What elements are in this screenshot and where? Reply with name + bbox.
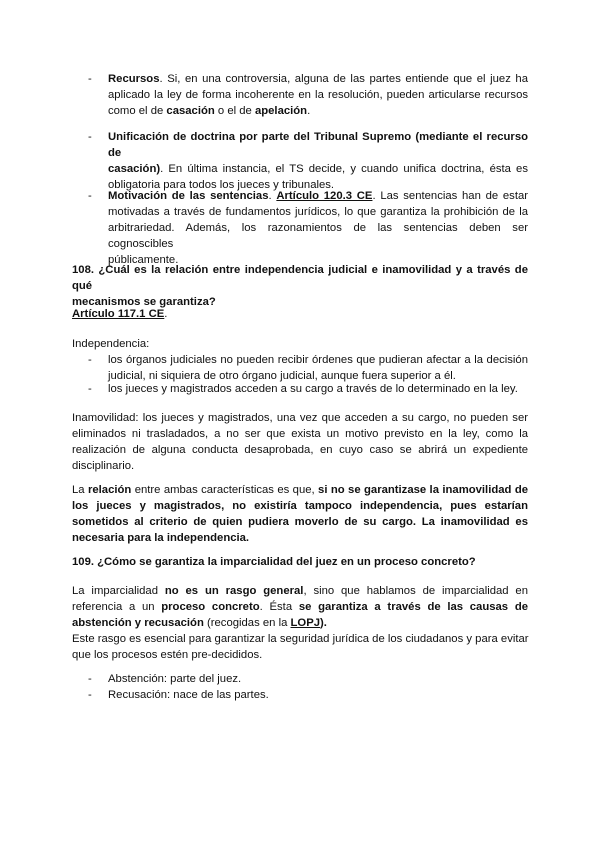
text: Este rasgo es esencial para garantizar la seguridad jurídica de los ciudadanos y para evitar bbox=[72, 633, 529, 645]
list-item-recursos bbox=[108, 71, 528, 119]
question-text: mecanismos se garantiza? bbox=[72, 296, 216, 308]
text: Abstención: parte del juez. bbox=[108, 673, 242, 685]
question-108-title bbox=[72, 262, 528, 310]
text: . Las sentencias han de estar bbox=[372, 190, 529, 202]
text: los jueces y magistrados acceden a su cargo a través de lo determinado en la ley. bbox=[108, 383, 518, 395]
question-109-title bbox=[72, 554, 528, 570]
independencia-label bbox=[72, 336, 528, 352]
relacion-paragraph bbox=[72, 482, 528, 546]
list-item-motivacion bbox=[108, 188, 528, 268]
term-casacion-2: casación) bbox=[108, 163, 161, 175]
text: o el de bbox=[214, 105, 255, 117]
text: arbitrariedad. Además, los razonamientos de las sentencias deben ser cognoscibles bbox=[108, 222, 528, 250]
term-recursos: Recursos bbox=[108, 73, 160, 85]
text: no es un rasgo general bbox=[164, 585, 304, 597]
text: disciplinario. bbox=[72, 460, 135, 472]
list-item-abstencion bbox=[108, 671, 528, 687]
term-motivacion: Motivación de las sentencias bbox=[108, 190, 269, 202]
bullet-marker: - bbox=[88, 131, 92, 143]
lopj-link: LOPJ bbox=[290, 617, 321, 629]
text: obligatoria para todos los jueces y tribunales. bbox=[108, 179, 335, 191]
text: aplicado la ley de forma incoherente en la resolución, pueden articularse recursos bbox=[108, 89, 528, 101]
text: . bbox=[164, 308, 168, 320]
text: (recogidas en la bbox=[203, 617, 291, 629]
list-item-indep-1 bbox=[108, 352, 528, 384]
term-unificacion: Unificación de doctrina por parte del Tribunal Supremo (mediante el recurso de bbox=[108, 131, 528, 159]
text: Recusación: nace de las partes. bbox=[108, 689, 269, 701]
text: Independencia: bbox=[72, 338, 150, 350]
text: que los procesos estén pre-decididos. bbox=[72, 649, 263, 661]
text: . Ésta bbox=[259, 601, 299, 613]
text: La bbox=[72, 484, 88, 496]
text: . En última instancia, el TS decide, y cuando unifica doctrina, ésta es bbox=[160, 163, 528, 175]
list-item-indep-2 bbox=[108, 381, 528, 397]
text: La imparcialidad bbox=[72, 585, 165, 597]
text: . Si, en una controversia, alguna de las partes entiende que el juez ha bbox=[159, 73, 528, 85]
text: , sino que hablamos de imparcialidad en bbox=[303, 585, 529, 597]
text: referencia a un bbox=[72, 601, 162, 613]
text: judicial, ni siquiera de otro órgano judicial, aunque fuera superior a él. bbox=[108, 370, 456, 382]
term-casacion: casación bbox=[166, 105, 215, 117]
article-link-117-1: Artículo 117.1 CE bbox=[72, 308, 165, 320]
inamovilidad-paragraph bbox=[72, 410, 528, 474]
bullet-marker: - bbox=[88, 673, 92, 685]
text: necesaria para la independencia. bbox=[72, 532, 250, 544]
text: sometidos al criterio de quien pudiera moverlo de su cargo. La inamovilidad es bbox=[72, 516, 528, 528]
text: los jueces y magistrados, no existiría tampoco independencia, pues estarían bbox=[72, 500, 528, 512]
article-reference bbox=[72, 306, 528, 322]
list-item-unificacion bbox=[108, 129, 528, 193]
text: los órganos judiciales no pueden recibir órdenes que pudieran afectar a la decisión bbox=[108, 354, 528, 366]
text: eliminados ni trasladados, a no ser que exista un motivo previsto en la ley, como la bbox=[72, 428, 528, 440]
text: . bbox=[268, 190, 277, 202]
text: entre ambas características es que, bbox=[131, 484, 319, 496]
bullet-marker: - bbox=[88, 689, 92, 701]
text: si no se garantizase la inamovilidad de bbox=[318, 484, 528, 496]
bullet-marker: - bbox=[88, 383, 92, 395]
imparcialidad-paragraph bbox=[72, 583, 528, 663]
bullet-marker: - bbox=[88, 73, 92, 85]
text: proceso concreto bbox=[161, 601, 260, 613]
text: realización de alguna conducta desaprobada, en cuyo caso se abrirá un expediente bbox=[72, 444, 528, 456]
term-apelacion: apelación bbox=[254, 105, 308, 117]
term-relacion: relación bbox=[87, 484, 132, 496]
question-text: 108. ¿Cuál es la relación entre independencia judicial e inamovilidad y a través de qué bbox=[72, 264, 528, 292]
text: motivadas a través de fundamentos jurídicos, lo que garantiza la prohibición de la bbox=[108, 206, 528, 218]
text: abstención y recusación bbox=[72, 617, 204, 629]
bullet-marker: - bbox=[88, 354, 92, 366]
list-item-recusacion bbox=[108, 687, 528, 703]
text: como el de bbox=[108, 105, 167, 117]
text: ). bbox=[320, 617, 327, 629]
bullet-marker: - bbox=[88, 190, 92, 202]
text: . bbox=[307, 105, 311, 117]
text: públicamente. bbox=[108, 254, 179, 266]
article-link-120-3: Artículo 120.3 CE bbox=[276, 190, 373, 202]
question-text: 109. ¿Cómo se garantiza la imparcialidad del juez en un proceso concreto? bbox=[72, 556, 476, 568]
text: se garantiza a través de las causas de bbox=[298, 601, 528, 613]
text: Inamovilidad: los jueces y magistrados, una vez que acceden a su cargo, no pueden ser bbox=[72, 412, 528, 424]
